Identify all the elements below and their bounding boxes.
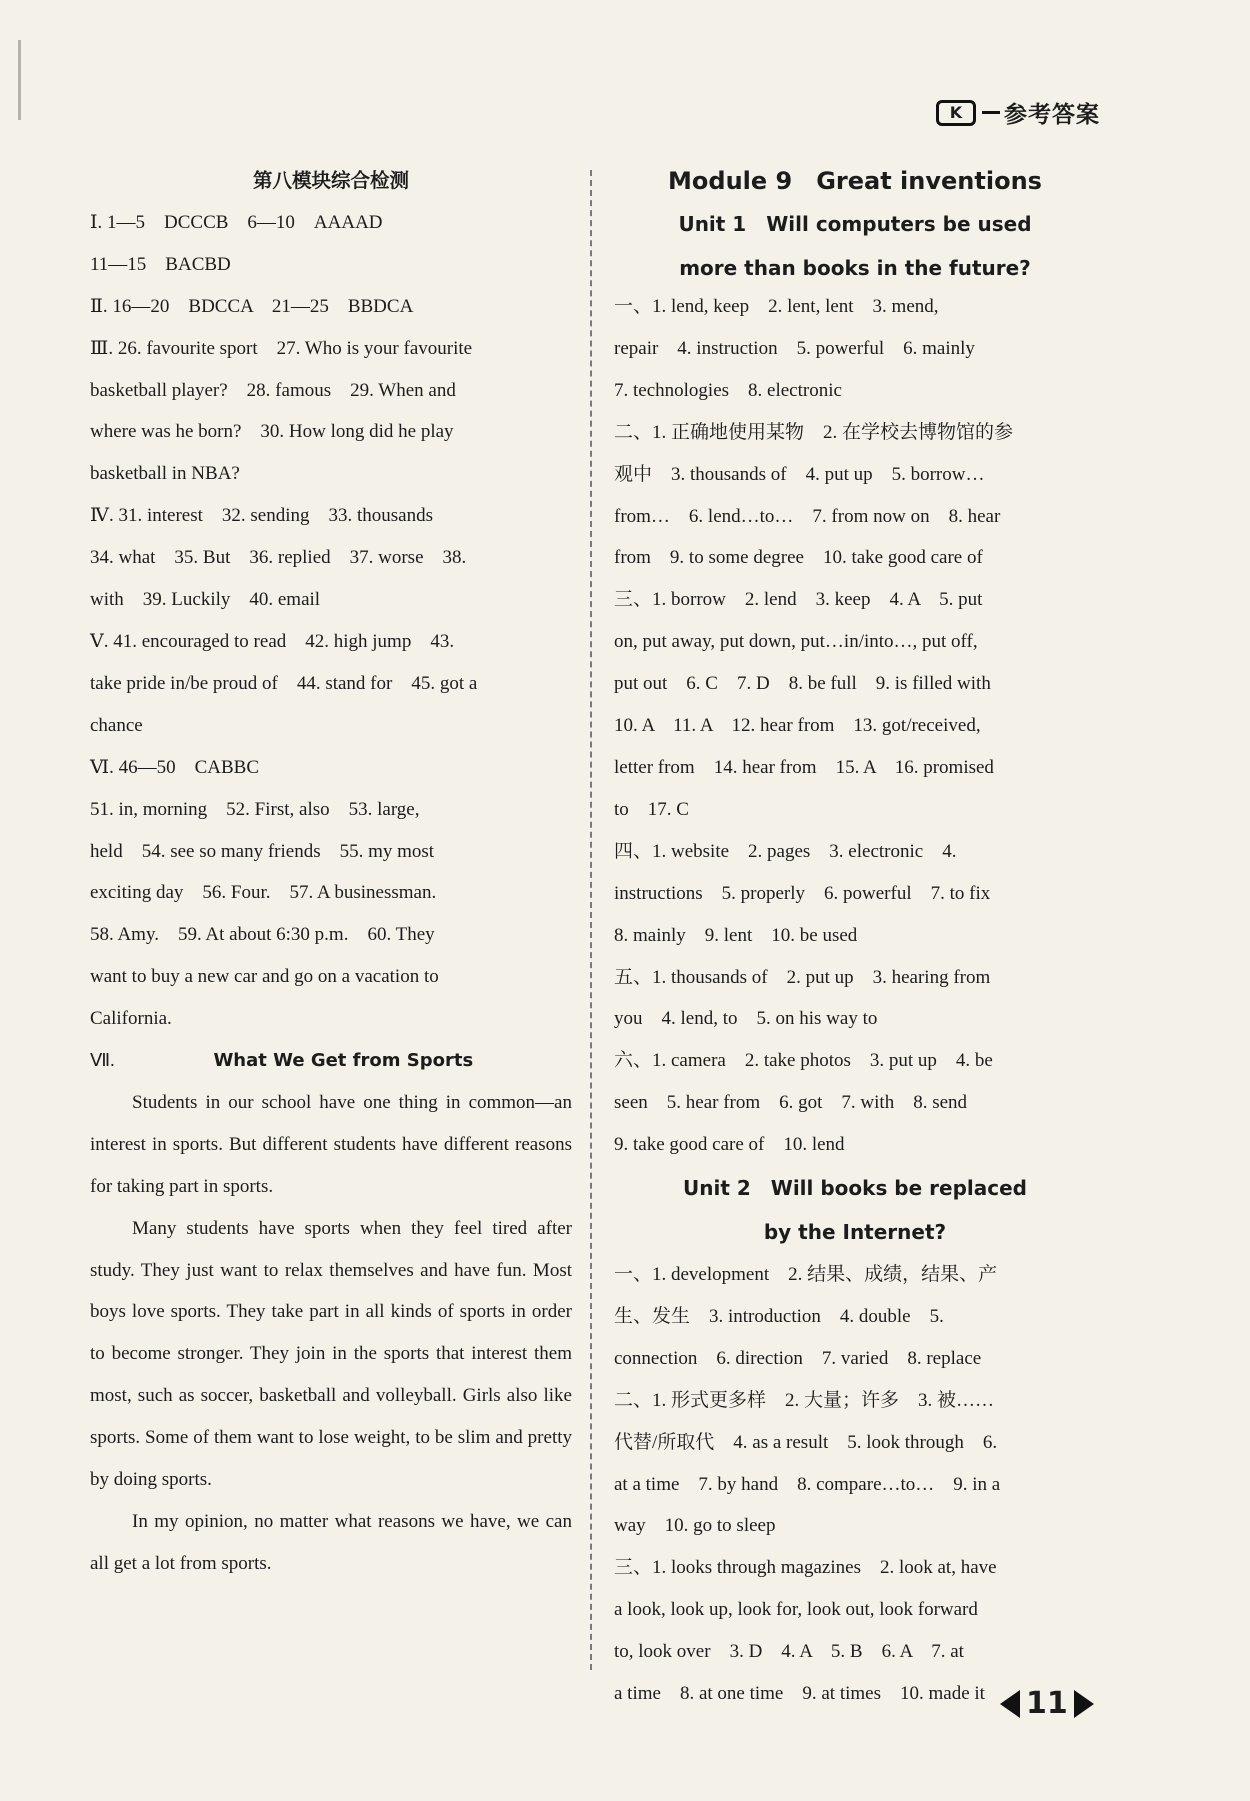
answer-line: 7. technologies 8. electronic xyxy=(614,379,842,401)
essay-paragraph: Many students have sports when they feel tired after study. They just want to relax themselves and have fun. Most boys love sports. They take part in all kinds of sports in order to become stronger. They join in the sports that interest them most, such as soccer, basketball and volleyball. Girls also like sports. Some of them want to lose weight, to be slim and pretty by doing sports. xyxy=(90,1217,572,1491)
next-arrow-icon xyxy=(1074,1690,1094,1718)
answer-line: to 17. C xyxy=(614,798,689,820)
binding-mark xyxy=(18,40,21,120)
answer-line: from… 6. lend…to… 7. from now on 8. hear xyxy=(614,505,1001,527)
answer-lines xyxy=(90,202,572,1040)
answer-line: 一、1. lend, keep 2. lent, lent 3. mend, xyxy=(614,296,939,317)
answer-line: from 9. to some degree 10. take good care of xyxy=(614,547,983,569)
answer-line: 34. what 35. But 36. replied 37. worse 38. xyxy=(90,547,467,569)
page-footer xyxy=(1000,1686,1094,1721)
answer-line: with 39. Luckily 40. email xyxy=(90,589,321,611)
answer-line: where was he born? 30. How long did he play xyxy=(90,421,454,443)
answer-line: basketball in NBA? xyxy=(90,463,240,485)
answer-line: repair 4. instruction 5. powerful 6. mainly xyxy=(614,337,975,359)
unit2-answers xyxy=(614,1254,1096,1715)
answer-line: 观中 3. thousands of 4. put up 5. borrow… xyxy=(614,463,985,485)
answer-line: 三、1. looks through magazines 2. look at, have xyxy=(614,1557,997,1579)
answer-line: instructions 5. properly 6. powerful 7. to fix xyxy=(614,882,991,904)
answer-line: Ⅱ. 16—20 BDCCA 21—25 BBDCA xyxy=(90,295,414,317)
answer-line: 五、1. thousands of 2. put up 3. hearing from xyxy=(614,966,991,988)
answer-line: Ⅰ. 1—5 DCCCB 6—10 AAAAD xyxy=(90,211,383,233)
answer-line: to, look over 3. D 4. A 5. B 6. A 7. at xyxy=(614,1641,964,1663)
right-column xyxy=(614,160,1096,1715)
publisher-logo: K xyxy=(936,100,976,126)
section7-label: Ⅶ. xyxy=(90,1050,115,1071)
module-title: Module 9 Great inventions xyxy=(668,167,1042,195)
essay-title-row xyxy=(90,1040,572,1082)
answer-line: 二、1. 形式更多样 2. 大量；许多 3. 被…… xyxy=(614,1389,995,1411)
answer-line: Ⅵ. 46—50 CABBC xyxy=(90,756,260,778)
answer-line: 10. A 11. A 12. hear from 13. got/received, xyxy=(614,715,981,737)
header-title: 参考答案 xyxy=(1004,102,1100,128)
unit1-title-line1: Unit 1 Will computers be used xyxy=(678,212,1032,236)
unit1-title-line2: more than books in the future? xyxy=(679,256,1031,280)
previous-arrow-icon xyxy=(1000,1690,1020,1718)
essay-title: What We Get from Sports xyxy=(213,1050,474,1072)
answer-line: 一、1. development 2. 结果、成绩，结果、产 xyxy=(614,1264,998,1286)
answer-line: chance xyxy=(90,714,143,736)
answer-line: 58. Amy. 59. At about 6:30 p.m. 60. They xyxy=(90,924,435,946)
answer-line: exciting day 56. Four. 57. A businessman. xyxy=(90,882,437,904)
section-heading: 第八模块综合检测 xyxy=(252,169,409,192)
answer-line: a time 8. at one time 9. at times 10. made it xyxy=(614,1683,985,1705)
answer-line: want to buy a new car and go on a vacation to xyxy=(90,966,439,988)
answer-line: connection 6. direction 7. varied 8. replace xyxy=(614,1347,982,1369)
answer-line: at a time 7. by hand 8. compare…to… 9. in a xyxy=(614,1473,1001,1495)
answer-line: 8. mainly 9. lent 10. be used xyxy=(614,924,858,946)
answer-line: you 4. lend, to 5. on his way to xyxy=(614,1008,878,1030)
answer-line: basketball player? 28. famous 29. When and xyxy=(90,379,456,401)
answer-line: a look, look up, look for, look out, look forward xyxy=(614,1599,978,1621)
answer-line: 51. in, morning 52. First, also 53. large, xyxy=(90,798,420,820)
answer-line: 二、1. 正确地使用某物 2. 在学校去博物馆的参 xyxy=(614,421,1014,443)
answer-line: 四、1. website 2. pages 3. electronic 4. xyxy=(614,840,957,862)
answer-line: 三、1. borrow 2. lend 3. keep 4. A 5. put xyxy=(614,589,983,611)
answer-line: way 10. go to sleep xyxy=(614,1515,776,1537)
answer-line: 六、1. camera 2. take photos 3. put up 4. be xyxy=(614,1050,993,1072)
answer-line: take pride in/be proud of 44. stand for 45. got a xyxy=(90,672,478,694)
answer-line: on, put away, put down, put…in/into…, put off, xyxy=(614,631,978,653)
answer-line: Ⅳ. 31. interest 32. sending 33. thousands xyxy=(90,505,434,527)
answer-line: California. xyxy=(90,1008,172,1030)
answer-line: 9. take good care of 10. lend xyxy=(614,1134,845,1156)
answer-line: Ⅲ. 26. favourite sport 27. Who is your favourite xyxy=(90,337,473,359)
column-divider xyxy=(590,170,592,1670)
essay-body xyxy=(90,1082,572,1585)
answer-line: put out 6. C 7. D 8. be full 9. is filled with xyxy=(614,673,991,695)
answer-line: held 54. see so many friends 55. my most xyxy=(90,840,435,862)
header-rule xyxy=(982,111,1000,114)
answer-line: letter from 14. hear from 15. A 16. promised xyxy=(614,756,994,778)
essay-paragraph: Students in our school have one thing in common—an interest in sports. But different students have different reasons for taking part in sports. xyxy=(90,1091,572,1197)
answer-line: Ⅴ. 41. encouraged to read 42. high jump 43. xyxy=(90,630,455,652)
answer-line: 生、发生 3. introduction 4. double 5. xyxy=(614,1305,944,1327)
answer-line: 代替/所取代 4. as a result 5. look through 6. xyxy=(614,1431,998,1453)
page-header xyxy=(936,96,1100,129)
unit2-title-line1: Unit 2 Will books be replaced xyxy=(682,1176,1027,1201)
page-number: 11 xyxy=(1026,1686,1068,1721)
answer-line: seen 5. hear from 6. got 7. with 8. send xyxy=(614,1092,968,1114)
unit2-title-line2: by the Internet? xyxy=(763,1220,947,1245)
answer-line: 11—15 BACBD xyxy=(90,253,231,275)
essay-paragraph: In my opinion, no matter what reasons we have, we can all get a lot from sports. xyxy=(90,1511,572,1574)
left-column xyxy=(90,160,572,1585)
unit1-answers xyxy=(614,286,1096,1166)
